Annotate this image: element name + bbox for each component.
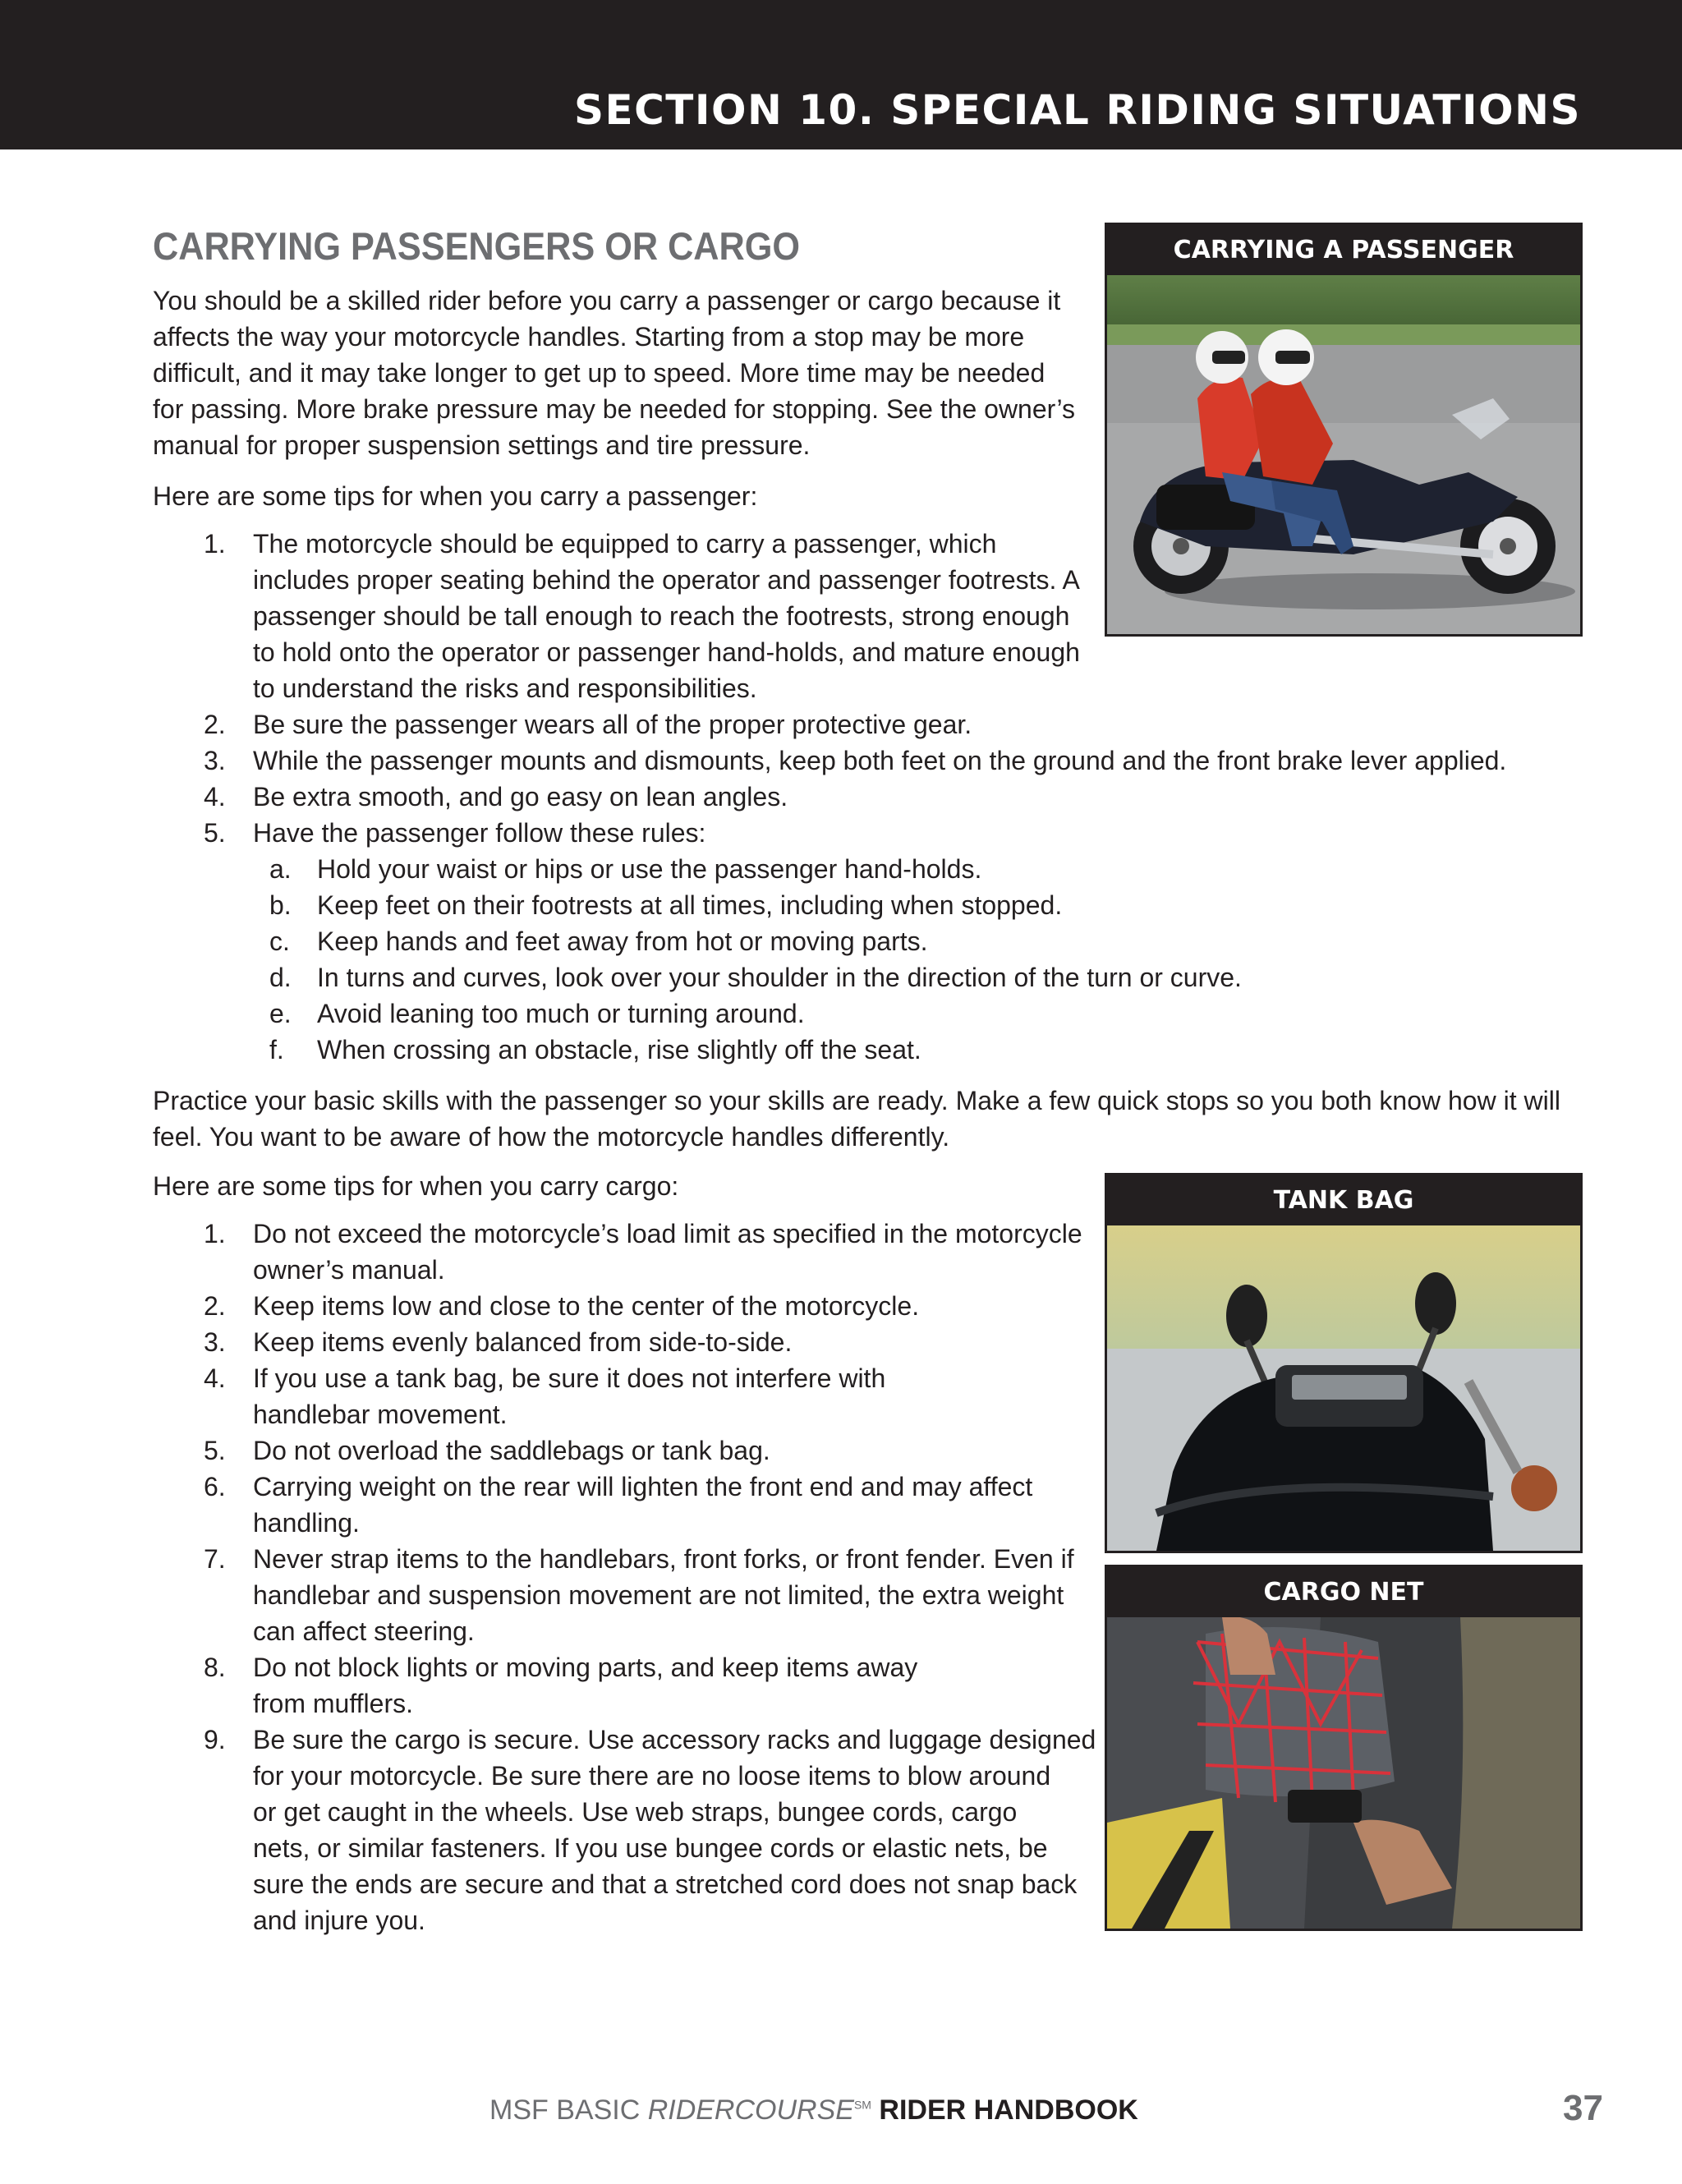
figure-tank-bag — [1105, 1173, 1583, 1553]
list-number: 5. — [204, 1436, 226, 1465]
list-item — [153, 1216, 1096, 1288]
list-line: includes proper seating behind the operator and passenger footrests. A — [253, 565, 1080, 595]
figure-carrying-passenger — [1105, 223, 1583, 637]
cargo-net-photo-illustration — [1107, 1617, 1580, 1929]
cargo-tips-list — [153, 1216, 1096, 1938]
list-item — [153, 1032, 1242, 1068]
intro-paragraph — [153, 283, 1075, 463]
list-line: Be sure the cargo is secure. Use accessory racks and luggage designed — [253, 1725, 1096, 1754]
list-item — [153, 1360, 1096, 1432]
tank-bag-photo — [1107, 1225, 1580, 1551]
list-line: Do not overload the saddlebags or tank bag. — [253, 1436, 770, 1465]
intro-line: manual for proper suspension settings and tire pressure. — [153, 430, 811, 460]
intro-line: You should be a skilled rider before you carry a passenger or cargo because it — [153, 286, 1061, 315]
list-letter: d. — [269, 963, 292, 992]
list-number: 8. — [204, 1653, 226, 1682]
list-number: 4. — [204, 782, 226, 812]
list-number: 2. — [204, 710, 226, 739]
list-line: can affect steering. — [253, 1616, 475, 1646]
list-number: 3. — [204, 746, 226, 775]
list-line: to hold onto the operator or passenger hand-holds, and mature enough — [253, 637, 1080, 667]
list-item — [153, 706, 1506, 743]
list-text: Avoid leaning too much or turning around. — [317, 999, 805, 1028]
passenger-intro: Here are some tips for when you carry a passenger: — [153, 481, 758, 511]
list-line: Do not block lights or moving parts, and keep items away — [253, 1653, 918, 1682]
figure-caption: CARGO NET — [1263, 1578, 1424, 1607]
tank-bag-photo-illustration — [1107, 1225, 1580, 1551]
list-line: Be extra smooth, and go easy on lean angles. — [253, 782, 788, 812]
list-line: sure the ends are secure and that a stretched cord does not snap back — [253, 1869, 1078, 1899]
page-number: 37 — [1563, 2088, 1603, 2128]
list-item — [153, 1432, 1096, 1469]
list-item — [153, 1722, 1096, 1938]
footer-service-mark: SM — [853, 2098, 871, 2112]
list-item — [153, 887, 1242, 923]
list-item — [153, 815, 1506, 851]
list-item — [153, 1469, 1096, 1541]
list-line: Do not exceed the motorcycle’s load limit as specified in the motorcycle — [253, 1219, 1082, 1248]
list-line: While the passenger mounts and dismounts, keep both feet on the ground and the front brake lever applied. — [253, 746, 1507, 775]
list-letter: b. — [269, 890, 292, 920]
list-number: 7. — [204, 1544, 226, 1574]
figure-cargo-net — [1105, 1565, 1583, 1931]
list-letter: f. — [269, 1035, 284, 1064]
list-line: handlebar movement. — [253, 1400, 508, 1429]
cargo-net-photo — [1107, 1617, 1580, 1929]
practice-paragraph — [153, 1083, 1560, 1155]
list-item — [153, 995, 1242, 1032]
list-item — [153, 1324, 1096, 1360]
list-line: nets, or similar fasteners. If you use bungee cords or elastic nets, be — [253, 1833, 1048, 1863]
passenger-rules-list — [153, 851, 1242, 1068]
list-line: handling. — [253, 1508, 360, 1538]
footer-suffix: RIDER HANDBOOK — [871, 2094, 1138, 2126]
list-text: Keep feet on their footrests at all times, including when stopped. — [317, 890, 1063, 920]
list-line: or get caught in the wheels. Use web straps, bungee cords, cargo — [253, 1797, 1018, 1827]
list-letter: a. — [269, 854, 292, 884]
list-line: Never strap items to the handlebars, front forks, or front fender. Even if — [253, 1544, 1074, 1574]
list-item — [153, 851, 1242, 887]
list-line: If you use a tank bag, be sure it does not interfere with — [253, 1363, 886, 1393]
footer-title — [489, 2094, 1138, 2127]
passenger-photo-illustration — [1107, 275, 1580, 634]
list-text: Keep hands and feet away from hot or moving parts. — [317, 926, 928, 956]
list-number: 6. — [204, 1472, 226, 1501]
list-line: and injure you. — [253, 1906, 425, 1935]
intro-line: affects the way your motorcycle handles. Starting from a stop may be more — [153, 322, 1025, 352]
list-line: handlebar and suspension movement are not limited, the extra weight — [253, 1580, 1064, 1610]
list-line: from mufflers. — [253, 1689, 413, 1718]
list-number: 5. — [204, 818, 226, 848]
list-line: to understand the risks and responsibilities. — [253, 674, 757, 703]
cargo-intro: Here are some tips for when you carry cargo: — [153, 1171, 679, 1201]
page-heading: CARRYING PASSENGERS OR CARGO — [153, 224, 801, 268]
list-item — [153, 1649, 1096, 1722]
list-number: 4. — [204, 1363, 226, 1393]
list-letter: e. — [269, 999, 292, 1028]
list-item — [153, 779, 1506, 815]
list-line: passenger should be tall enough to reach the footrests, strong enough — [253, 601, 1070, 631]
list-item — [153, 923, 1242, 959]
footer-prefix: MSF BASIC — [489, 2094, 648, 2126]
section-title: SECTION 10. SPECIAL RIDING SITUATIONS — [573, 86, 1581, 134]
list-number: 2. — [204, 1291, 226, 1321]
list-item — [153, 1288, 1096, 1324]
section-header-bar — [0, 0, 1682, 149]
list-text: When crossing an obstacle, rise slightly off the seat. — [317, 1035, 921, 1064]
intro-line: for passing. More brake pressure may be needed for stopping. See the owner’s — [153, 394, 1076, 424]
list-item — [153, 1541, 1096, 1649]
practice-line: Practice your basic skills with the passenger so your skills are ready. Make a few quick stops so you both know how it will — [153, 1086, 1560, 1115]
list-line: owner’s manual. — [253, 1255, 445, 1285]
list-number: 9. — [204, 1725, 226, 1754]
list-item — [153, 743, 1506, 779]
list-text: In turns and curves, look over your shoulder in the direction of the turn or curve. — [317, 963, 1242, 992]
list-line: Be sure the passenger wears all of the proper protective gear. — [253, 710, 972, 739]
footer-brand: RIDERCOURSE — [647, 2094, 854, 2126]
list-item — [153, 959, 1242, 995]
practice-line: feel. You want to be aware of how the motorcycle handles differently. — [153, 1122, 950, 1152]
list-line: Have the passenger follow these rules: — [253, 818, 706, 848]
passenger-photo — [1107, 275, 1580, 634]
list-line: Carrying weight on the rear will lighten the front end and may affect — [253, 1472, 1033, 1501]
figure-caption: CARRYING A PASSENGER — [1173, 236, 1514, 264]
list-line: The motorcycle should be equipped to carry a passenger, which — [253, 529, 997, 559]
list-line: Keep items low and close to the center of the motorcycle. — [253, 1291, 920, 1321]
list-letter: c. — [269, 926, 290, 956]
figure-caption: TANK BAG — [1273, 1186, 1414, 1215]
list-text: Hold your waist or hips or use the passenger hand-holds. — [317, 854, 982, 884]
list-number: 3. — [204, 1327, 226, 1357]
list-number: 1. — [204, 1219, 226, 1248]
list-line: for your motorcycle. Be sure there are no loose items to blow around — [253, 1761, 1051, 1791]
list-number: 1. — [204, 529, 226, 559]
list-line: Keep items evenly balanced from side-to-side. — [253, 1327, 793, 1357]
intro-line: difficult, and it may take longer to get up to speed. More time may be needed — [153, 358, 1046, 388]
